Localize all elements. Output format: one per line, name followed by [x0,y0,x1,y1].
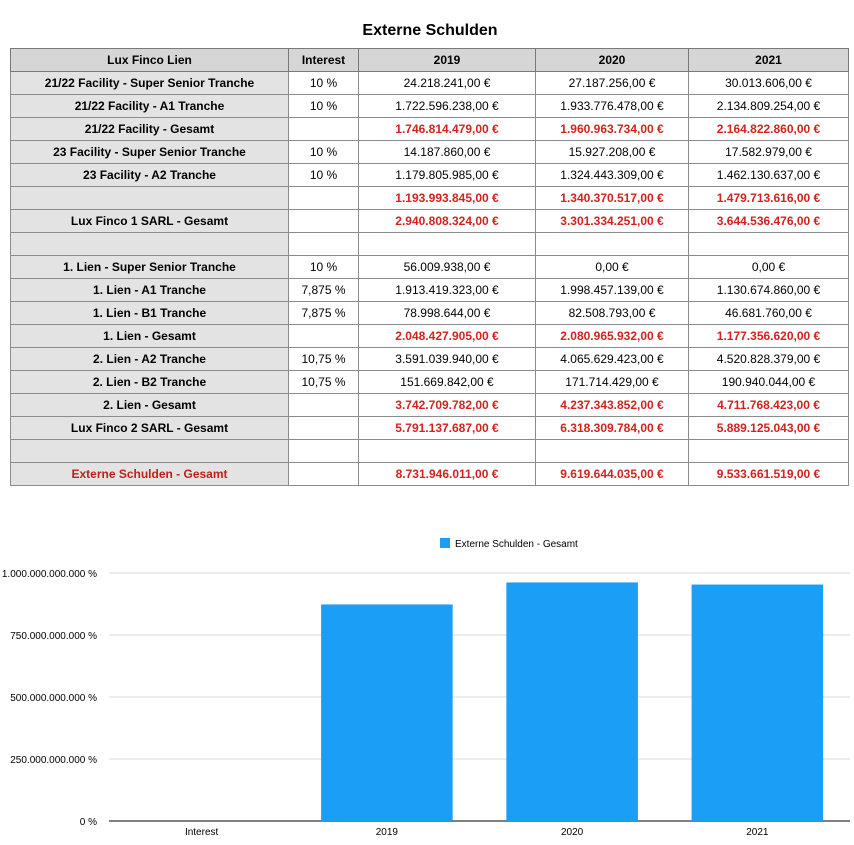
legend-swatch [440,538,450,548]
value-cell: 9.619.644.035,00 € [536,463,689,486]
value-cell: 1.722.596.238,00 € [359,95,536,118]
table-row [11,463,849,486]
interest-cell: 10,75 % [289,348,359,371]
table-row [11,233,849,256]
value-cell: 2.164.822.860,00 € [689,118,849,141]
value-cell: 82.508.793,00 € [536,302,689,325]
value-cell: 1.462.130.637,00 € [689,164,849,187]
value-cell: 9.533.661.519,00 € [689,463,849,486]
column-header: 2019 [359,49,536,72]
interest-cell [289,440,359,463]
debt-table [10,48,849,486]
value-cell: 5.791.137.687,00 € [359,417,536,440]
value-cell: 1.913.419.323,00 € [359,279,536,302]
row-label [11,233,289,256]
value-cell: 2.134.809.254,00 € [689,95,849,118]
x-tick-label: Interest [184,827,219,838]
table-row [11,187,849,210]
table-body [11,72,849,486]
value-cell [536,440,689,463]
interest-cell: 10,75 % [289,371,359,394]
row-label: Lux Finco 1 SARL - Gesamt [11,210,289,233]
row-label [11,187,289,210]
row-label: 1. Lien - Super Senior Tranche [11,256,289,279]
y-tick-label: 500.000.000.000 % [10,693,97,704]
interest-cell [289,187,359,210]
table-title: Externe Schulden [362,22,498,39]
bar-chart [0,520,854,845]
row-label: 1. Lien - Gesamt [11,325,289,348]
value-cell: 1.933.776.478,00 € [536,95,689,118]
table-row [11,210,849,233]
value-cell: 1.179.805.985,00 € [359,164,536,187]
interest-cell: 7,875 % [289,279,359,302]
value-cell: 56.009.938,00 € [359,256,536,279]
table-row [11,256,849,279]
row-label: Lux Finco 2 SARL - Gesamt [11,417,289,440]
table-row [11,118,849,141]
value-cell: 6.318.309.784,00 € [536,417,689,440]
value-cell [689,233,849,256]
table-row [11,417,849,440]
value-cell: 0,00 € [536,256,689,279]
value-cell [689,440,849,463]
value-cell: 2.048.427.905,00 € [359,325,536,348]
interest-cell [289,463,359,486]
value-cell: 15.927.208,00 € [536,141,689,164]
interest-cell: 10 % [289,95,359,118]
row-label [11,440,289,463]
value-cell [359,233,536,256]
table-row [11,348,849,371]
value-cell: 8.731.946.011,00 € [359,463,536,486]
bar-2021 [692,585,824,821]
value-cell: 24.218.241,00 € [359,72,536,95]
value-cell: 5.889.125.043,00 € [689,417,849,440]
value-cell: 14.187.860,00 € [359,141,536,164]
y-tick-label: 0 % [79,817,97,828]
row-label: 1. Lien - B1 Tranche [11,302,289,325]
row-label: 2. Lien - A2 Tranche [11,348,289,371]
value-cell: 1.340.370.517,00 € [536,187,689,210]
value-cell: 4.711.768.423,00 € [689,394,849,417]
table-row [11,371,849,394]
bar-2020 [506,582,638,821]
value-cell: 190.940.044,00 € [689,371,849,394]
bar-2019 [321,604,453,821]
interest-cell [289,210,359,233]
column-header: 2020 [536,49,689,72]
value-cell: 0,00 € [689,256,849,279]
value-cell: 30.013.606,00 € [689,72,849,95]
row-label: 21/22 Facility - Super Senior Tranche [11,72,289,95]
value-cell: 3.591.039.940,00 € [359,348,536,371]
value-cell: 1.746.814.479,00 € [359,118,536,141]
value-cell [359,440,536,463]
value-cell: 1.324.443.309,00 € [536,164,689,187]
interest-cell: 7,875 % [289,302,359,325]
y-tick-label: 250.000.000.000 % [10,755,97,766]
row-label: 2. Lien - B2 Tranche [11,371,289,394]
value-cell: 27.187.256,00 € [536,72,689,95]
table-row [11,440,849,463]
row-label: 21/22 Facility - A1 Tranche [11,95,289,118]
value-cell: 2.080.965.932,00 € [536,325,689,348]
table-row [11,325,849,348]
value-cell: 3.644.536.476,00 € [689,210,849,233]
table-row [11,164,849,187]
y-tick-label: 750.000.000.000 % [10,631,97,642]
value-cell: 3.301.334.251,00 € [536,210,689,233]
x-tick-label: 2021 [746,827,769,838]
table-row [11,95,849,118]
table-row [11,394,849,417]
interest-cell [289,417,359,440]
table-row [11,141,849,164]
row-label: 1. Lien - A1 Tranche [11,279,289,302]
table-row [11,302,849,325]
interest-cell: 10 % [289,256,359,279]
value-cell: 3.742.709.782,00 € [359,394,536,417]
value-cell: 171.714.429,00 € [536,371,689,394]
value-cell: 151.669.842,00 € [359,371,536,394]
row-label: 23 Facility - A2 Tranche [11,164,289,187]
column-header: Lux Finco Lien [11,49,289,72]
interest-cell: 10 % [289,164,359,187]
legend-label: Externe Schulden - Gesamt [455,539,578,550]
value-cell: 1.177.356.620,00 € [689,325,849,348]
interest-cell: 10 % [289,72,359,95]
y-tick-label: 1.000.000.000.000 % [1,569,97,580]
value-cell: 1.960.963.734,00 € [536,118,689,141]
column-header: Interest [289,49,359,72]
row-label: Externe Schulden - Gesamt [11,463,289,486]
table-header-row [11,49,849,72]
value-cell: 4.520.828.379,00 € [689,348,849,371]
row-label: 23 Facility - Super Senior Tranche [11,141,289,164]
value-cell: 17.582.979,00 € [689,141,849,164]
value-cell: 4.065.629.423,00 € [536,348,689,371]
table-row [11,279,849,302]
interest-cell [289,233,359,256]
interest-cell [289,118,359,141]
interest-cell: 10 % [289,141,359,164]
x-tick-label: 2019 [375,827,398,838]
value-cell: 1.193.993.845,00 € [359,187,536,210]
interest-cell [289,325,359,348]
value-cell: 1.998.457.139,00 € [536,279,689,302]
column-header: 2021 [689,49,849,72]
row-label: 21/22 Facility - Gesamt [11,118,289,141]
value-cell: 2.940.808.324,00 € [359,210,536,233]
value-cell: 78.998.644,00 € [359,302,536,325]
value-cell: 46.681.760,00 € [689,302,849,325]
value-cell: 1.479.713.616,00 € [689,187,849,210]
x-tick-label: 2020 [561,827,584,838]
table-row [11,72,849,95]
interest-cell [289,394,359,417]
row-label: 2. Lien - Gesamt [11,394,289,417]
value-cell [536,233,689,256]
value-cell: 1.130.674.860,00 € [689,279,849,302]
value-cell: 4.237.343.852,00 € [536,394,689,417]
